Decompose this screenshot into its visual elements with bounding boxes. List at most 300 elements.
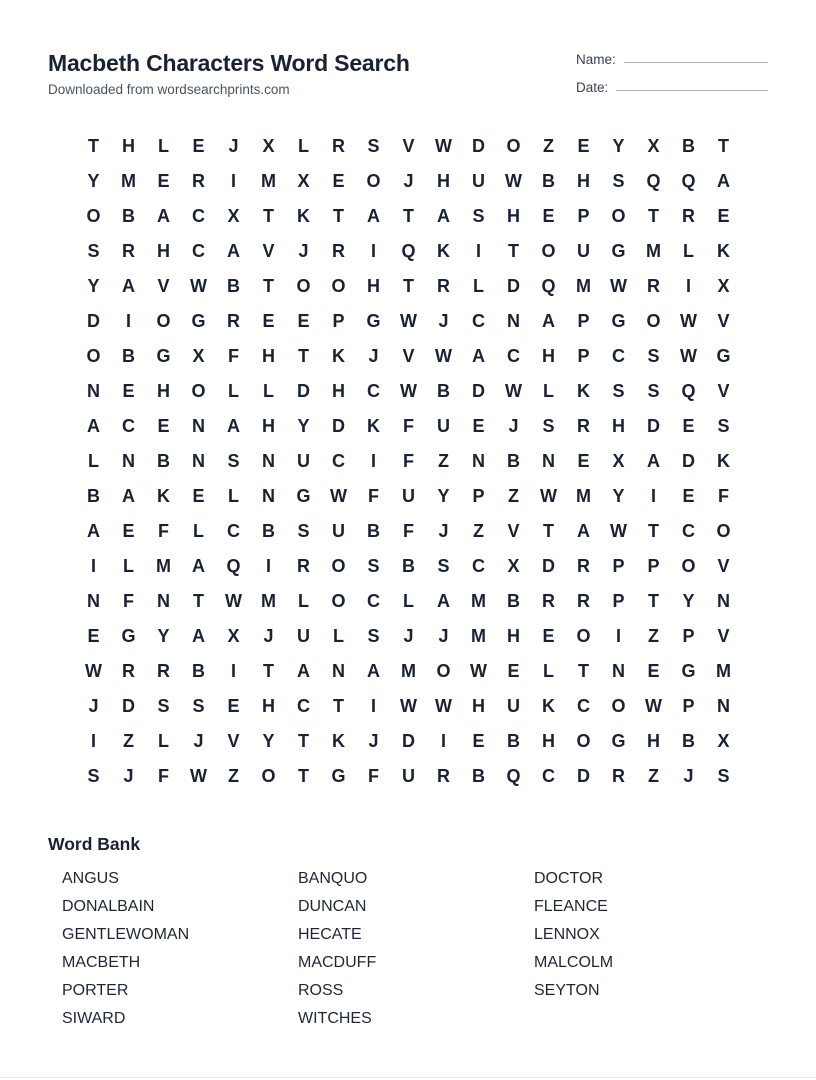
grid-letter: B (682, 731, 695, 751)
grid-letter: R (122, 661, 135, 681)
grid-letter: N (472, 451, 485, 471)
grid-letter: R (647, 276, 660, 296)
word-bank-item: LENNOX (534, 926, 600, 943)
grid-letter: O (331, 591, 346, 611)
grid-letter: E (472, 731, 485, 751)
grid-letter: L (333, 626, 344, 646)
grid-letter: B (367, 521, 380, 541)
grid-letter: W (400, 696, 417, 716)
grid-letter: A (227, 241, 240, 261)
grid-letter: V (157, 276, 170, 296)
grid-letter: A (472, 346, 485, 366)
grid-letter: R (437, 766, 450, 786)
grid-letter: R (332, 136, 345, 156)
grid-letter: N (87, 381, 100, 401)
grid-letter: W (330, 486, 347, 506)
grid-letter: E (297, 311, 310, 331)
grid-letter: M (121, 171, 136, 191)
grid-letter: U (402, 766, 415, 786)
grid-letter: M (576, 276, 591, 296)
grid-letter: A (227, 416, 240, 436)
grid-letter: J (508, 416, 519, 436)
grid-letter: N (542, 451, 555, 471)
grid-letter: X (612, 451, 625, 471)
grid-letter: M (156, 556, 171, 576)
page-title: Macbeth Characters Word Search (48, 50, 410, 76)
grid-letter: I (650, 486, 656, 506)
grid-letter: Q (646, 171, 661, 191)
grid-letter: S (367, 626, 380, 646)
grid-letter: G (611, 241, 626, 261)
grid-letter: T (263, 206, 274, 226)
grid-letter: I (265, 556, 271, 576)
grid-letter: T (648, 206, 659, 226)
grid-letter: Y (437, 486, 450, 506)
page-subtitle: Downloaded from wordsearchprints.com (48, 82, 290, 97)
grid-letter: B (507, 451, 520, 471)
grid-letter: M (261, 171, 276, 191)
grid-letter: X (297, 171, 310, 191)
grid-letter: G (716, 346, 731, 366)
grid-letter: A (87, 416, 100, 436)
grid-letter: O (436, 661, 451, 681)
grid-letter: B (122, 206, 135, 226)
grid-letter: T (263, 276, 274, 296)
grid-letter: O (681, 556, 696, 576)
grid-letter: B (472, 766, 485, 786)
grid-letter: P (612, 556, 625, 576)
grid-letter: D (682, 451, 695, 471)
grid-letter: N (192, 416, 205, 436)
grid-letter: O (296, 276, 311, 296)
grid-letter: A (122, 486, 135, 506)
date-line (616, 90, 768, 91)
grid-letter: I (90, 556, 96, 576)
grid-letter: K (717, 241, 730, 261)
grid-letter: D (122, 696, 135, 716)
grid-letter: Q (681, 171, 696, 191)
grid-letter: M (716, 661, 731, 681)
word-bank-item: PORTER (62, 982, 129, 999)
grid-letter: S (192, 696, 205, 716)
grid-letter: V (717, 311, 730, 331)
grid-letter: A (192, 626, 205, 646)
grid-letter: J (298, 241, 309, 261)
grid-letter: A (647, 451, 660, 471)
grid-letter: N (507, 311, 520, 331)
grid-letter: R (612, 766, 625, 786)
grid-letter: O (576, 626, 591, 646)
grid-letter: C (542, 766, 555, 786)
grid-letter: P (577, 311, 590, 331)
grid-letter: V (262, 241, 275, 261)
grid-letter: E (122, 521, 135, 541)
grid-letter: N (192, 451, 205, 471)
grid-letter: E (542, 206, 555, 226)
grid-letter: O (506, 136, 521, 156)
word-bank-item: MACDUFF (298, 954, 377, 971)
grid-letter: B (262, 521, 275, 541)
grid-letter: F (403, 416, 414, 436)
grid-letter: T (298, 766, 309, 786)
grid-letter: B (87, 486, 100, 506)
grid-letter: B (402, 556, 415, 576)
grid-letter: I (90, 731, 96, 751)
grid-letter: Q (506, 766, 521, 786)
word-bank-item: GENTLEWOMAN (62, 926, 190, 943)
grid-letter: B (682, 136, 695, 156)
grid-letter: R (577, 591, 590, 611)
grid-letter: R (332, 241, 345, 261)
grid-letter: P (612, 591, 625, 611)
grid-letter: P (647, 556, 660, 576)
grid-letter: W (470, 661, 487, 681)
grid-letter: N (717, 696, 730, 716)
grid-letter: E (157, 416, 170, 436)
grid-letter: Z (648, 626, 659, 646)
grid-letter: J (368, 731, 379, 751)
grid-letter: H (332, 381, 345, 401)
grid-letter: J (403, 171, 414, 191)
grid-letter: A (192, 556, 205, 576)
grid-letter: P (332, 311, 345, 331)
grid-letter: H (262, 346, 275, 366)
grid-letter: J (263, 626, 274, 646)
grid-letter: N (612, 661, 625, 681)
grid-letter: H (647, 731, 660, 751)
word-bank-item: MACBETH (62, 954, 141, 971)
grid-letter: W (225, 591, 242, 611)
grid-letter: M (471, 591, 486, 611)
grid-letter: O (576, 731, 591, 751)
grid-letter: Y (297, 416, 310, 436)
grid-letter: H (472, 696, 485, 716)
grid-letter: X (227, 626, 240, 646)
grid-letter: E (472, 416, 485, 436)
grid-letter: V (402, 136, 415, 156)
grid-letter: O (366, 171, 381, 191)
grid-letter: N (157, 591, 170, 611)
grid-letter: P (577, 346, 590, 366)
grid-letter: A (367, 661, 380, 681)
grid-letter: O (611, 696, 626, 716)
grid-letter: E (507, 661, 520, 681)
grid-letter: V (507, 521, 520, 541)
grid-letter: B (157, 451, 170, 471)
grid-letter: I (615, 626, 621, 646)
grid-letter: H (507, 206, 520, 226)
grid-letter: S (157, 696, 170, 716)
grid-letter: Y (682, 591, 695, 611)
grid-letter: E (87, 626, 100, 646)
grid-letter: W (505, 381, 522, 401)
grid-letter: E (542, 626, 555, 646)
grid-letter: H (157, 241, 170, 261)
grid-letter: L (683, 241, 694, 261)
grid-letter: Z (508, 486, 519, 506)
grid-letter: B (437, 381, 450, 401)
grid-letter: E (122, 381, 135, 401)
grid-letter: T (578, 661, 589, 681)
grid-letter: Q (226, 556, 241, 576)
grid-letter: S (717, 766, 730, 786)
word-bank-item: FLEANCE (534, 898, 608, 915)
grid-letter: L (298, 591, 309, 611)
word-bank-item: DONALBAIN (62, 898, 155, 915)
word-bank-list (62, 867, 782, 1035)
grid-letter: I (230, 171, 236, 191)
grid-letter: A (542, 311, 555, 331)
grid-letter: W (190, 276, 207, 296)
grid-letter: I (685, 276, 691, 296)
grid-letter: E (262, 311, 275, 331)
grid-letter: J (88, 696, 99, 716)
grid-letter: I (230, 661, 236, 681)
grid-letter: E (682, 486, 695, 506)
grid-letter: T (648, 591, 659, 611)
grid-letter: Y (157, 626, 170, 646)
grid-letter: F (228, 346, 239, 366)
grid-letter: K (297, 206, 310, 226)
grid-letter: R (542, 591, 555, 611)
grid-letter: Y (612, 486, 625, 506)
grid-letter: D (647, 416, 660, 436)
grid-letter: K (542, 696, 555, 716)
grid-letter: T (298, 731, 309, 751)
word-bank-item: MALCOLM (534, 954, 614, 971)
grid-letter: V (402, 346, 415, 366)
grid-letter: L (298, 136, 309, 156)
grid-letter: H (367, 276, 380, 296)
grid-letter: D (472, 381, 485, 401)
grid-letter: U (402, 486, 415, 506)
grid-letter: P (472, 486, 485, 506)
grid-letter: S (367, 136, 380, 156)
grid-letter: T (508, 241, 519, 261)
grid-letter: U (507, 696, 520, 716)
grid-letter: U (297, 626, 310, 646)
grid-letter: H (612, 416, 625, 436)
grid-letter: C (367, 591, 380, 611)
grid-letter: L (543, 661, 554, 681)
grid-letter: H (507, 626, 520, 646)
grid-letter: O (541, 241, 556, 261)
grid-letter: L (228, 381, 239, 401)
grid-letter: I (370, 696, 376, 716)
grid-letter: S (297, 521, 310, 541)
grid-letter: U (577, 241, 590, 261)
grid-letter: F (123, 591, 134, 611)
grid-letter: Y (87, 171, 100, 191)
grid-letter: O (86, 206, 101, 226)
grid-letter: L (263, 381, 274, 401)
grid-letter: C (577, 696, 590, 716)
word-bank-item: ANGUS (62, 870, 119, 887)
grid-letter: K (367, 416, 380, 436)
grid-letter: R (157, 661, 170, 681)
grid-letter: J (438, 311, 449, 331)
grid-letter: Y (262, 731, 275, 751)
grid-letter: B (542, 171, 555, 191)
grid-letter: W (540, 486, 557, 506)
grid-letter: D (297, 381, 310, 401)
grid-letter: L (473, 276, 484, 296)
grid-letter: Z (228, 766, 239, 786)
grid-letter: T (88, 136, 99, 156)
grid-letter: F (403, 521, 414, 541)
grid-letter: D (332, 416, 345, 436)
grid-letter: Q (681, 381, 696, 401)
grid-letter: W (505, 171, 522, 191)
grid-letter: W (400, 381, 417, 401)
grid-letter: L (158, 731, 169, 751)
grid-letter: I (440, 731, 446, 751)
grid-letter: J (438, 521, 449, 541)
grid-letter: M (261, 591, 276, 611)
grid-letter: B (122, 346, 135, 366)
grid-letter: B (192, 661, 205, 681)
grid-letter: V (227, 731, 240, 751)
grid-letter: N (262, 451, 275, 471)
grid-letter: E (157, 171, 170, 191)
grid-letter: L (228, 486, 239, 506)
grid-letter: S (647, 381, 660, 401)
grid-letter: E (647, 661, 660, 681)
grid-letter: S (542, 416, 555, 436)
grid-letter: W (680, 311, 697, 331)
grid-letter: E (332, 171, 345, 191)
grid-letter: T (298, 346, 309, 366)
grid-letter: T (403, 276, 414, 296)
grid-letter: O (86, 346, 101, 366)
grid-letter: U (332, 521, 345, 541)
grid-letter: R (682, 206, 695, 226)
grid-letter: T (333, 206, 344, 226)
grid-letter: G (681, 661, 696, 681)
grid-letter: Z (438, 451, 449, 471)
grid-letter: L (158, 136, 169, 156)
grid-letter: C (507, 346, 520, 366)
word-bank-item: WITCHES (298, 1010, 372, 1027)
grid-letter: S (367, 556, 380, 576)
grid-letter: S (472, 206, 485, 226)
grid-letter: W (435, 346, 452, 366)
grid-letter: R (297, 556, 310, 576)
grid-letter: K (717, 451, 730, 471)
grid-letter: N (122, 451, 135, 471)
grid-letter: L (543, 381, 554, 401)
grid-letter: T (403, 206, 414, 226)
grid-letter: H (262, 696, 275, 716)
grid-letter: R (192, 171, 205, 191)
grid-letter: O (191, 381, 206, 401)
grid-letter: Z (648, 766, 659, 786)
grid-letter: E (577, 136, 590, 156)
grid-letter: P (682, 696, 695, 716)
date-field (576, 77, 768, 95)
grid-letter: C (227, 521, 240, 541)
grid-letter: G (121, 626, 136, 646)
grid-letter: P (682, 626, 695, 646)
grid-letter: Q (401, 241, 416, 261)
grid-letter: O (646, 311, 661, 331)
grid-letter: M (576, 486, 591, 506)
grid-letter: G (156, 346, 171, 366)
grid-letter: J (438, 626, 449, 646)
grid-letter: A (577, 521, 590, 541)
grid-letter: R (577, 416, 590, 436)
grid-letter: Z (543, 136, 554, 156)
grid-letter: T (193, 591, 204, 611)
grid-letter: U (472, 171, 485, 191)
grid-letter: J (368, 346, 379, 366)
grid-letter: E (577, 451, 590, 471)
grid-letter: R (437, 276, 450, 296)
grid-letter: C (192, 206, 205, 226)
page-bottom-rule (0, 1077, 816, 1078)
grid-letter: R (122, 241, 135, 261)
word-bank-item: DUNCAN (298, 898, 367, 915)
grid-letter: M (646, 241, 661, 261)
grid-letter: S (717, 416, 730, 436)
grid-letter: X (717, 731, 730, 751)
grid-letter: E (682, 416, 695, 436)
grid-letter: W (400, 311, 417, 331)
grid-letter: T (263, 661, 274, 681)
grid-letter: N (717, 591, 730, 611)
grid-letter: A (157, 206, 170, 226)
grid-letter: T (333, 696, 344, 716)
grid-letter: S (612, 171, 625, 191)
grid-letter: K (437, 241, 450, 261)
grid-letter: D (542, 556, 555, 576)
grid-letter: G (331, 766, 346, 786)
grid-letter: A (297, 661, 310, 681)
grid-letter: C (332, 451, 345, 471)
letter-grid (76, 129, 741, 794)
grid-letter: O (331, 556, 346, 576)
grid-letter: B (507, 731, 520, 751)
grid-letter: E (192, 486, 205, 506)
grid-letter: G (191, 311, 206, 331)
grid-letter: J (123, 766, 134, 786)
grid-letter: V (717, 556, 730, 576)
grid-letter: D (402, 731, 415, 751)
grid-letter: X (507, 556, 520, 576)
grid-letter: G (611, 731, 626, 751)
grid-letter: H (157, 381, 170, 401)
grid-letter: I (475, 241, 481, 261)
grid-letter: W (645, 696, 662, 716)
grid-letter: N (87, 591, 100, 611)
grid-letter: H (437, 171, 450, 191)
grid-letter: W (435, 696, 452, 716)
grid-letter: E (717, 206, 730, 226)
grid-letter: O (611, 206, 626, 226)
grid-letter: L (123, 556, 134, 576)
grid-letter: V (717, 381, 730, 401)
grid-letter: I (370, 241, 376, 261)
grid-letter: D (472, 136, 485, 156)
grid-letter: G (296, 486, 311, 506)
grid-letter: S (87, 766, 100, 786)
grid-letter: L (88, 451, 99, 471)
word-bank-item: SEYTON (534, 982, 600, 999)
word-bank-item: SIWARD (62, 1010, 126, 1027)
grid-letter: H (577, 171, 590, 191)
grid-letter: C (367, 381, 380, 401)
grid-letter: W (680, 346, 697, 366)
